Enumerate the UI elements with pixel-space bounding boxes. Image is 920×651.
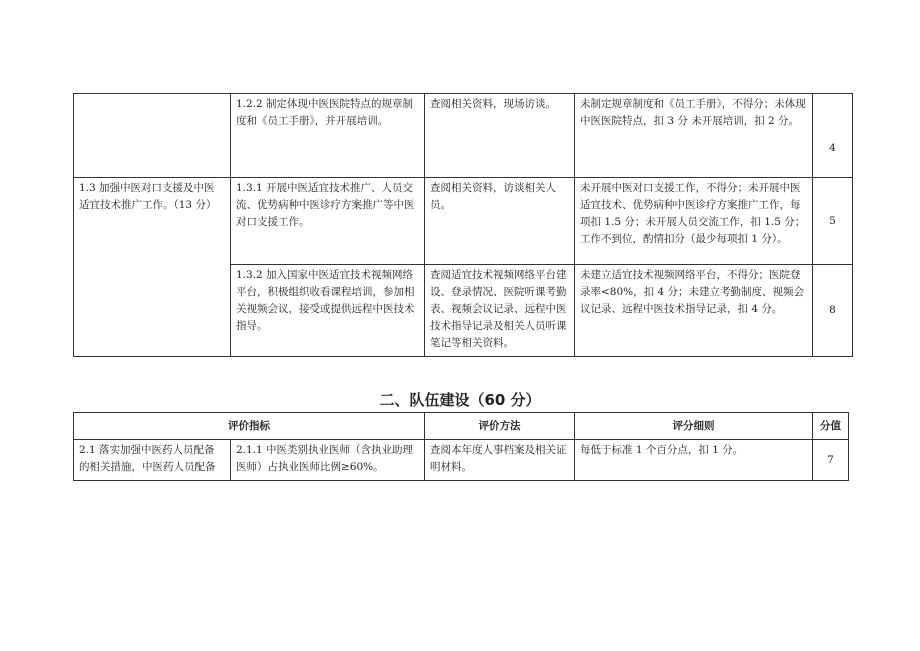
- indicator-cell: 2.1 落实加强中医药人员配备的相关措施，中医药人员配备: [74, 440, 231, 481]
- score-cell: 5: [813, 178, 853, 265]
- score-cell: 7: [813, 440, 849, 481]
- header-score: 分值: [813, 413, 849, 440]
- table-header-row: [74, 413, 849, 440]
- detail-cell: 未开展中医对口支援工作，不得分；未开展中医适宜技术、优势病种中医诊疗方案推广工作，每项扣 1.5 分；未开展人员交流工作，扣 1.5 分；工作不到位，酌情扣分（最少每项扣 1 分）。: [575, 178, 813, 265]
- evaluation-table-part2: [73, 412, 849, 481]
- table-row: [74, 178, 853, 265]
- detail-cell: 未制定规章制度和《员工手册》，不得分；未体现中医医院特点，扣 3 分 未开展培训，扣 2 分。: [575, 94, 813, 178]
- header-indicator: 评价指标: [74, 413, 425, 440]
- detail-cell: 每低于标准 1 个百分点，扣 1 分。: [575, 440, 813, 481]
- section-title: 二、队伍建设（60 分）: [379, 391, 541, 409]
- method-cell: 查阅适宜技术视频网络平台建设、登录情况、医院听课考勤表、视频会议记录、远程中医技术指导记录及相关人员听课笔记等相关资料。: [425, 265, 575, 357]
- sub-indicator-cell: 1.3.1 开展中医适宜技术推广、人员交流、优势病种中医诊疗方案推广等中医对口支援工作。: [231, 178, 425, 265]
- table-row: [74, 94, 853, 178]
- indicator-cell: 1.3 加强中医对口支援及中医适宜技术推广工作。（13 分）: [74, 178, 231, 357]
- sub-indicator-cell: 1.2.2 制定体现中医医院特点的规章制度和《员工手册》，并开展培训。: [231, 94, 425, 178]
- method-cell: 查阅本年度人事档案及相关证明材料。: [425, 440, 575, 481]
- detail-cell: 未建立适宜技术视频网络平台，不得分；医院登录率<80%，扣 4 分；未建立考勤制度、视频会议记录、远程中医技术指导记录，扣 4 分。: [575, 265, 813, 357]
- method-cell: 查阅相关资料，现场访谈。: [425, 94, 575, 178]
- header-method: 评价方法: [425, 413, 575, 440]
- score-cell: 4: [813, 94, 853, 178]
- table-row: [74, 440, 849, 481]
- method-cell: 查阅相关资料，访谈相关人员。: [425, 178, 575, 265]
- sub-indicator-cell: 2.1.1 中医类别执业医师（含执业助理医师）占执业医师比例≥60%。: [231, 440, 425, 481]
- header-detail: 评分细则: [575, 413, 813, 440]
- evaluation-table-part1: [73, 93, 853, 357]
- indicator-cell: [74, 94, 231, 178]
- score-cell: 8: [813, 265, 853, 357]
- sub-indicator-cell: 1.3.2 加入国家中医适宜技术视频网络平台，积极组织收看课程培训，参加相关视频会议，接受或提供远程中医技术指导。: [231, 265, 425, 357]
